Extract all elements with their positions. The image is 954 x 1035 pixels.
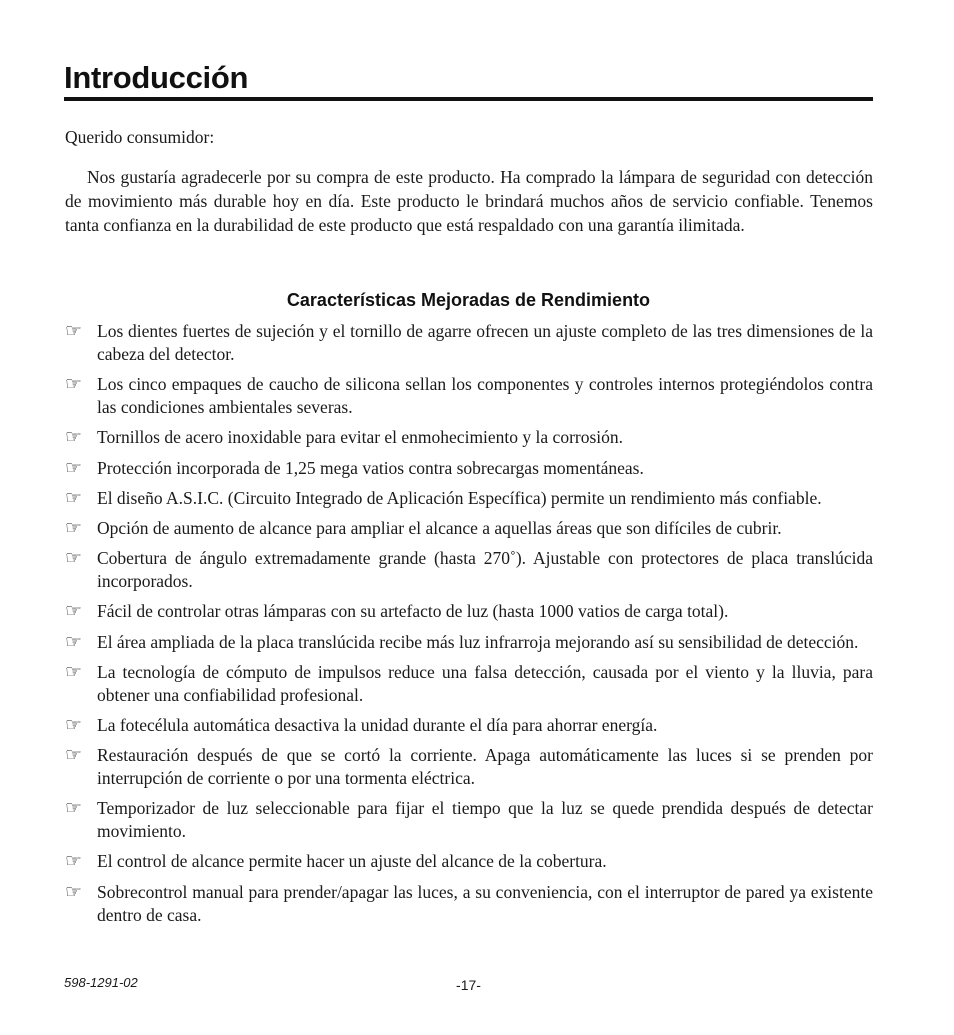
pointing-hand-icon: ☞ xyxy=(65,547,83,570)
pointing-hand-icon: ☞ xyxy=(65,713,83,736)
pointing-hand-icon: ☞ xyxy=(65,373,83,396)
feature-text: Protección incorporada de 1,25 mega vatios contra sobrecargas momentáneas. xyxy=(97,457,644,478)
feature-item xyxy=(65,661,873,707)
features-heading: Características Mejoradas de Rendimiento xyxy=(286,290,651,310)
feature-item xyxy=(65,426,873,449)
pointing-hand-icon: ☞ xyxy=(65,880,83,903)
pointing-hand-icon: ☞ xyxy=(65,600,83,623)
pointing-hand-icon: ☞ xyxy=(65,744,83,767)
pointing-hand-icon: ☞ xyxy=(65,486,83,509)
pointing-hand-icon: ☞ xyxy=(65,660,83,683)
feature-item xyxy=(65,487,873,510)
feature-item xyxy=(65,373,873,419)
pointing-hand-icon: ☞ xyxy=(65,797,83,820)
feature-item xyxy=(65,714,873,737)
feature-item xyxy=(65,320,873,366)
feature-item xyxy=(65,631,873,654)
pointing-hand-icon: ☞ xyxy=(65,516,83,539)
feature-text: El diseño A.S.I.C. (Circuito Integrado de Aplicación Específica) permite un rendimiento más confiable. xyxy=(97,487,822,508)
feature-item xyxy=(65,850,873,873)
feature-text: El área ampliada de la placa translúcida recibe más luz infrarroja mejorando así su sensibilidad de detección. xyxy=(97,631,859,652)
feature-text: Los cinco empaques de caucho de silicona sellan los componentes y controles internos protegiéndolos contra las condiciones ambientales severas. xyxy=(97,374,873,418)
feature-item xyxy=(65,457,873,480)
feature-item xyxy=(65,881,873,927)
feature-text: Tornillos de acero inoxidable para evitar el enmohecimiento y la corrosión. xyxy=(97,427,624,448)
pointing-hand-icon: ☞ xyxy=(65,850,83,873)
pointing-hand-icon: ☞ xyxy=(65,630,83,653)
pointing-hand-icon: ☞ xyxy=(65,320,83,342)
feature-text: Fácil de controlar otras lámparas con su artefacto de luz (hasta 1000 vatios de carga total). xyxy=(97,601,729,622)
feature-item xyxy=(65,600,873,623)
feature-text: Sobrecontrol manual para prender/apagar las luces, a su conveniencia, con el interruptor de pared ya existente dentro de casa. xyxy=(97,881,873,925)
feature-item xyxy=(65,517,873,540)
feature-text: La fotecélula automática desactiva la unidad durante el día para ahorrar energía. xyxy=(97,714,658,735)
intro-paragraph: Nos gustaría agradecerle por su compra de este producto. Ha comprado la lámpara de seguridad con detección de movimiento más durable hoy en día. Este producto le brindará muchos años de servicio confiable. Tenemos tanta confianza en la durabilidad de este producto que está respaldado con una garantía ilimitada. xyxy=(65,167,873,235)
page-title: Introducción xyxy=(64,60,249,95)
feature-text: Temporizador de luz seleccionable para fijar el tiempo que la luz se quede prendida después de detectar movimiento. xyxy=(97,798,873,842)
feature-text: Opción de aumento de alcance para ampliar el alcance a aquellas áreas que son difíciles de cubrir. xyxy=(97,517,782,538)
pointing-hand-icon: ☞ xyxy=(65,456,83,479)
pointing-hand-icon: ☞ xyxy=(65,426,83,449)
feature-text: Restauración después de que se cortó la corriente. Apaga automáticamente las luces si se prenden por interrupción de corriente o por una tormenta eléctrica. xyxy=(97,745,873,789)
document-code: 598-1291-02 xyxy=(64,975,138,990)
feature-item xyxy=(65,744,873,790)
title-rule xyxy=(64,97,873,101)
greeting-text: Querido consumidor: xyxy=(65,127,215,147)
feature-text: El control de alcance permite hacer un ajuste del alcance de la cobertura. xyxy=(97,851,607,872)
feature-text: La tecnología de cómputo de impulsos reduce una falsa detección, causada por el viento y la lluvia, para obtener una confiabilidad profesional. xyxy=(97,661,873,705)
feature-item xyxy=(65,797,873,843)
feature-text: Los dientes fuertes de sujeción y el tornillo de agarre ofrecen un ajuste completo de las tres dimensiones de la cabeza del detector. xyxy=(97,321,873,364)
page-number: -17- xyxy=(456,977,481,993)
feature-item xyxy=(65,547,873,593)
feature-list xyxy=(65,320,873,934)
feature-text: Cobertura de ángulo extremadamente grande (hasta 270˚). Ajustable con protectores de placa translúcida incorporados. xyxy=(97,548,873,592)
